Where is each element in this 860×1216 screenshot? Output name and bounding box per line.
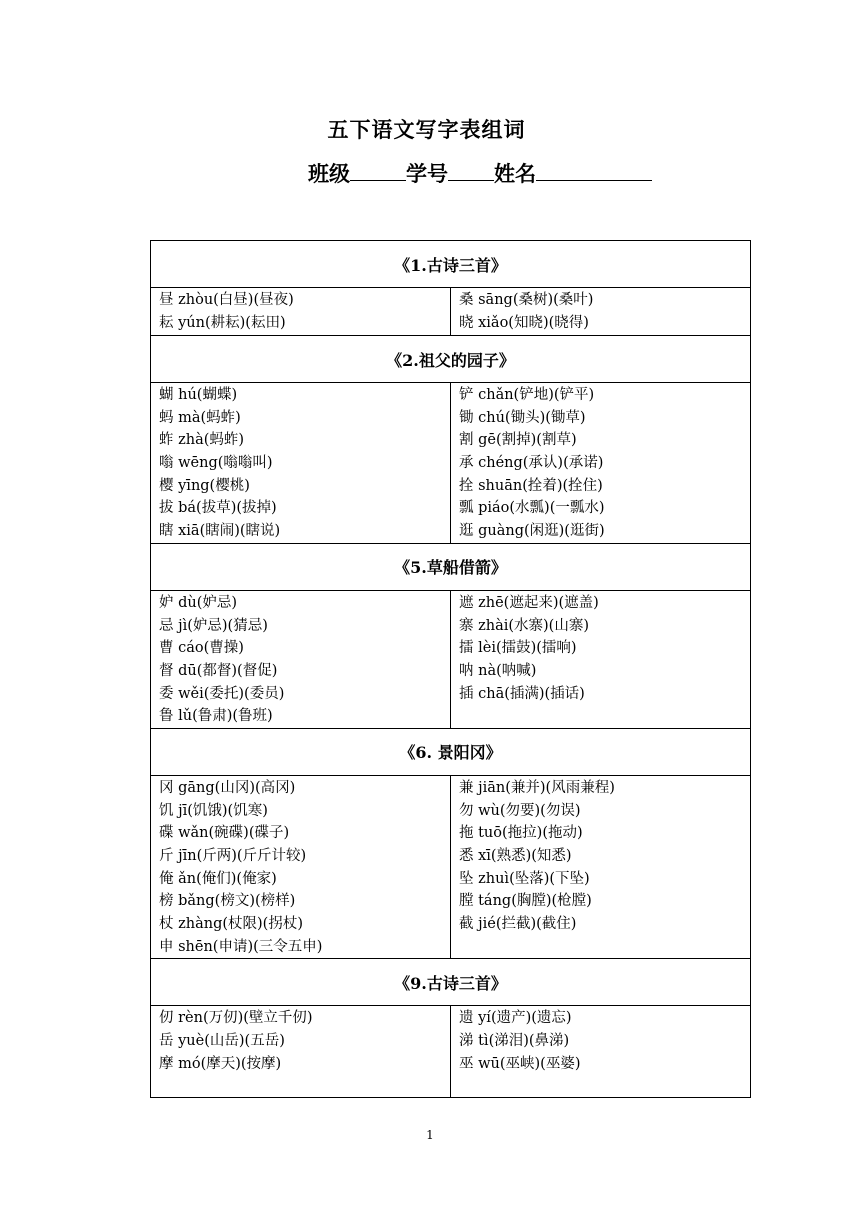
- class-blank[interactable]: [350, 158, 406, 181]
- section-heading-row: [151, 543, 751, 590]
- document-title: 五下语文写字表组词: [327, 117, 526, 142]
- class-label: 班级: [308, 161, 350, 186]
- word-entry: 斤 jīn(斤两)(斤斤计较): [159, 848, 307, 864]
- words-column-left: [151, 383, 451, 544]
- word-entry: 晓 xiǎo(知晓)(晓得): [459, 314, 589, 331]
- word-entry: 冈 gāng(山冈)(高冈): [159, 779, 296, 796]
- word-entry: 蚱 zhà(蚂蚱): [159, 432, 245, 449]
- word-entry: 曹 cáo(曹操): [159, 640, 244, 657]
- word-entry: 铲 chǎn(铲地)(铲平): [459, 387, 595, 403]
- words-column-left: [151, 1006, 451, 1098]
- word-entry: 妒 dù(妒忌): [159, 594, 238, 611]
- section-heading: 《6. 景阳冈》: [151, 728, 751, 775]
- word-entry: 饥 jī(饥饿)(饥寒): [159, 802, 268, 819]
- word-entry: 瓢 piáo(水瓢)(一瓢水): [459, 500, 605, 517]
- number-blank[interactable]: [448, 158, 494, 181]
- section-words-row: [151, 383, 751, 544]
- word-entry: 插 chā(插满)(插话): [459, 685, 585, 702]
- words-column-right: [451, 775, 751, 959]
- section-heading: 《5.草船借箭》: [151, 543, 751, 590]
- word-entry: 勿 wù(勿要)(勿误): [459, 802, 581, 819]
- words-column-right: [451, 383, 751, 544]
- section-words-row: [151, 1006, 751, 1098]
- word-entry: 耘 yún(耕耘)(耘田): [159, 314, 286, 331]
- page-number: 1: [426, 1128, 434, 1142]
- word-entry: 兼 jiān(兼并)(风雨兼程): [459, 779, 615, 796]
- section-words-row: [151, 590, 751, 728]
- word-entry: 膛 táng(胸膛)(枪膛): [459, 893, 592, 910]
- section-heading: 《9.古诗三首》: [151, 959, 751, 1006]
- word-entry: 遗 yí(遗产)(遗忘): [459, 1010, 572, 1027]
- word-entry: 榜 bǎng(榜文)(榜样): [159, 893, 296, 910]
- word-entry: 督 dū(都督)(督促): [159, 662, 278, 679]
- section-words-row: [151, 288, 751, 336]
- section-heading: 《1.古诗三首》: [151, 241, 751, 288]
- word-entry: 拔 bá(拔草)(拔掉): [159, 500, 277, 517]
- words-column-right: [451, 590, 751, 728]
- word-entry: 涕 tì(涕泪)(鼻涕): [459, 1033, 570, 1050]
- word-entry: 申 shēn(申请)(三令五申): [159, 938, 323, 955]
- word-table: [150, 240, 751, 1098]
- section-heading-row: [151, 728, 751, 775]
- words-column-right: [451, 1006, 751, 1098]
- section-heading-row: [151, 959, 751, 1006]
- number-label: 学号: [406, 161, 448, 186]
- word-entry: 昼 zhòu(白昼)(昼夜): [159, 292, 294, 308]
- word-entry: 截 jié(拦截)(截住): [459, 916, 577, 933]
- word-entry: 樱 yīng(樱桃): [159, 477, 250, 494]
- word-entry: 桑 sāng(桑树)(桑叶): [459, 292, 594, 308]
- word-entry: 寨 zhài(水寨)(山寨): [459, 617, 589, 634]
- word-entry: 摩 mó(摩天)(按摩): [159, 1055, 282, 1072]
- word-entry: 杖 zhàng(杖限)(拐杖): [159, 916, 303, 933]
- word-entry: 悉 xī(熟悉)(知悉): [459, 848, 572, 864]
- word-entry: 擂 lèi(擂鼓)(擂响): [459, 640, 577, 657]
- word-entry: 岳 yuè(山岳)(五岳): [159, 1033, 285, 1050]
- words-column-left: [151, 288, 451, 336]
- word-entry: 蝴 hú(蝴蝶): [159, 387, 238, 403]
- word-entry: 坠 zhuì(坠落)(下坠): [459, 870, 590, 887]
- word-entry: 仞 rèn(万仞)(壁立千仞): [159, 1010, 313, 1027]
- word-entry: 呐 nà(呐喊): [459, 662, 537, 679]
- words-column-right: [451, 288, 751, 336]
- section-heading-row: [151, 336, 751, 383]
- word-entry: 承 chéng(承认)(承诺): [459, 455, 604, 472]
- word-entry: 鲁 lǔ(鲁肃)(鲁班): [159, 708, 273, 725]
- word-entry: 蚂 mà(蚂蚱): [159, 409, 241, 426]
- word-entry: 巫 wū(巫峡)(巫婆): [459, 1055, 581, 1072]
- section-heading-row: [151, 241, 751, 288]
- word-entry: 锄 chú(锄头)(锄草): [459, 409, 586, 426]
- word-entry: 逛 guàng(闲逛)(逛街): [459, 523, 605, 540]
- word-entry: 遮 zhē(遮起来)(遮盖): [459, 594, 599, 611]
- word-entry: 瞎 xiā(瞎闹)(瞎说): [159, 523, 281, 540]
- word-entry: 委 wěi(委托)(委员): [159, 685, 285, 702]
- word-entry: 拴 shuān(拴着)(拴住): [459, 477, 603, 494]
- words-column-left: [151, 590, 451, 728]
- words-column-left: [151, 775, 451, 959]
- word-entry: 忌 jì(妒忌)(猜忌): [159, 617, 268, 634]
- section-heading: 《2.祖父的园子》: [151, 336, 751, 383]
- word-entry: 拖 tuō(拖拉)(拖动): [459, 825, 583, 842]
- name-blank[interactable]: [536, 158, 652, 181]
- student-info-line: [308, 158, 652, 188]
- word-entry: 俺 ǎn(俺们)(俺家): [159, 870, 277, 887]
- section-words-row: [151, 775, 751, 959]
- word-entry: 嗡 wēng(嗡嗡叫): [159, 455, 273, 472]
- word-entry: 碟 wǎn(碗碟)(碟子): [159, 825, 290, 842]
- name-label: 姓名: [494, 161, 536, 186]
- word-entry: 割 gē(割掉)(割草): [459, 432, 577, 449]
